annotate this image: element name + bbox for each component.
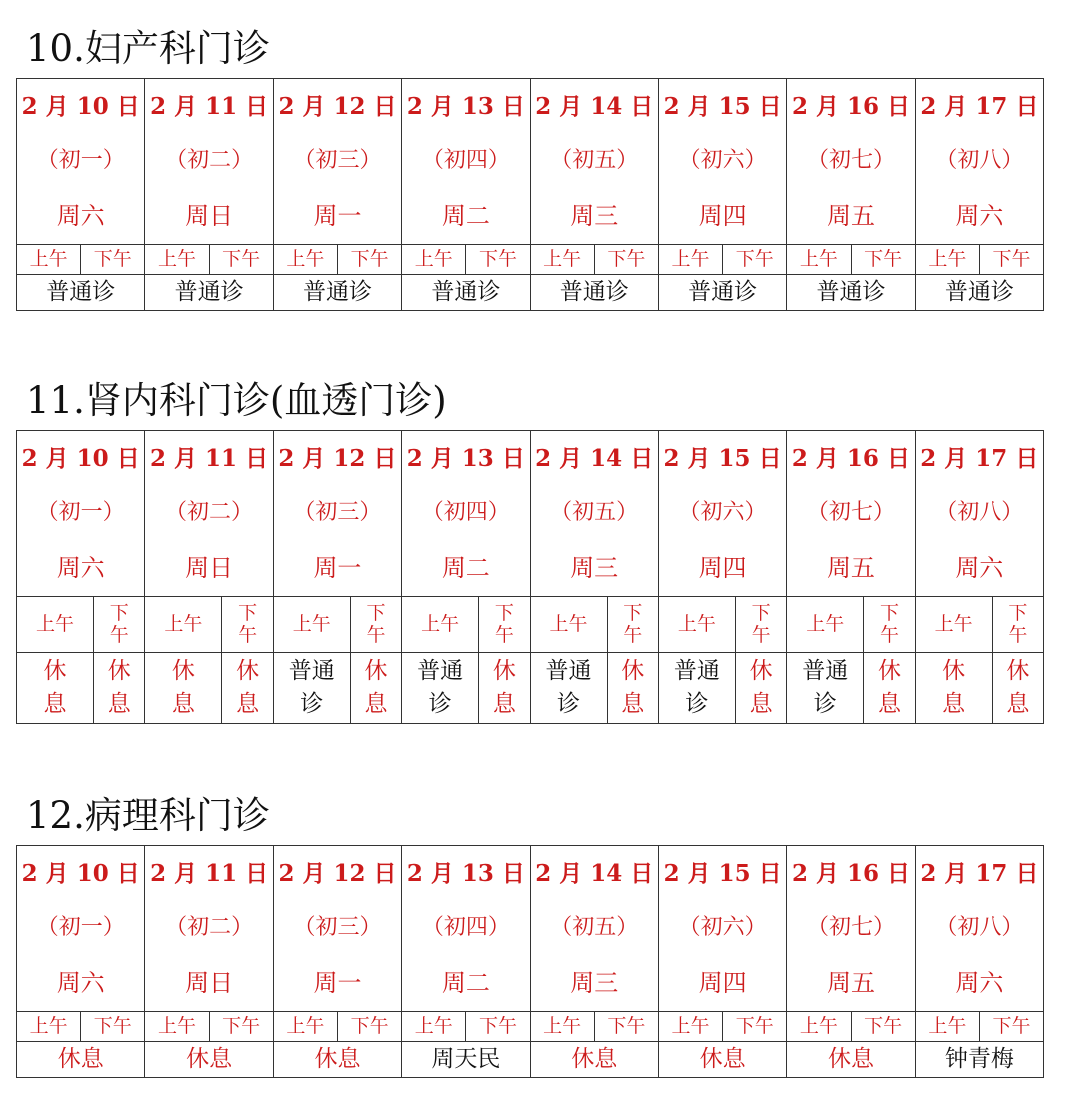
pm-label-top: 下 xyxy=(238,601,258,624)
pm-label-top: 下 xyxy=(751,601,771,624)
pm-label-top: 下 xyxy=(366,601,386,624)
lunar-date-label: （初三） xyxy=(293,500,382,525)
date-label: 2 月 14 日 xyxy=(535,93,654,120)
am-label: 上午 xyxy=(787,597,864,653)
pm-label: 下午 xyxy=(81,1012,145,1042)
date-label: 2 月 17 日 xyxy=(920,860,1039,887)
lunar-date-label: （初七） xyxy=(807,915,896,940)
schedule-slot: 普通诊 xyxy=(658,275,786,311)
lunar-date-label: （初一） xyxy=(36,148,125,173)
pm-label: 下午 xyxy=(81,245,145,275)
lunar-date-label: （初四） xyxy=(421,500,510,525)
am-label: 上午 xyxy=(658,245,722,275)
schedule-slot: 钟青梅 xyxy=(915,1042,1043,1078)
pm-slot-text: 休 xyxy=(364,657,388,684)
date-header-cell xyxy=(145,79,273,245)
pm-label xyxy=(94,597,145,653)
pm-label-bottom: 午 xyxy=(494,623,514,646)
schedule-slot: 休息 xyxy=(530,1042,658,1078)
schedule-slot: 普通诊 xyxy=(145,275,273,311)
pm-label: 下午 xyxy=(466,245,530,275)
weekday-label: 周日 xyxy=(185,554,234,582)
date-label: 2 月 12 日 xyxy=(278,445,397,472)
pm-slot-text: 休 xyxy=(492,657,516,684)
pm-slot-text: 休 xyxy=(236,657,260,684)
am-slot-text: 休 xyxy=(171,657,195,684)
date-header-cell xyxy=(145,846,273,1012)
date-label: 2 月 16 日 xyxy=(791,445,910,472)
lunar-date-label: （初六） xyxy=(678,915,767,940)
date-header-cell xyxy=(17,79,145,245)
lunar-date-label: （初八） xyxy=(935,500,1024,525)
schedule-slot: 周天民 xyxy=(402,1042,530,1078)
pm-slot xyxy=(350,653,401,724)
weekday-label: 周日 xyxy=(185,202,234,230)
schedule-slot: 普通诊 xyxy=(273,275,401,311)
pm-label: 下午 xyxy=(979,1012,1043,1042)
am-label: 上午 xyxy=(787,245,851,275)
date-label: 2 月 16 日 xyxy=(792,93,911,120)
pm-label: 下午 xyxy=(594,245,658,275)
schedule-slot: 普通诊 xyxy=(787,275,915,311)
pm-label: 下午 xyxy=(723,1012,787,1042)
am-label: 上午 xyxy=(402,597,479,653)
date-header-cell xyxy=(145,431,273,597)
weekday-label: 周三 xyxy=(570,554,619,582)
date-header-cell xyxy=(530,846,658,1012)
date-label: 2 月 10 日 xyxy=(21,93,140,120)
am-label: 上午 xyxy=(915,245,979,275)
date-label: 2 月 15 日 xyxy=(663,860,782,887)
pm-label-bottom: 午 xyxy=(109,623,129,646)
schedule-table-nephrology xyxy=(16,430,1044,724)
pm-slot xyxy=(94,653,145,724)
pm-slot xyxy=(607,653,658,724)
lunar-date-label: （初三） xyxy=(293,915,382,940)
pm-label: 下午 xyxy=(851,1012,915,1042)
am-label: 上午 xyxy=(145,1012,209,1042)
date-header-cell xyxy=(273,431,401,597)
pm-label-bottom: 午 xyxy=(623,623,643,646)
am-slot-text: 普通 xyxy=(545,657,592,684)
pm-slot-text: 休 xyxy=(107,657,131,684)
am-slot xyxy=(273,653,350,724)
am-slot xyxy=(530,653,607,724)
weekday-label: 周五 xyxy=(826,554,875,582)
am-slot-text: 息 xyxy=(942,691,966,717)
weekday-label: 周六 xyxy=(955,969,1004,997)
date-header-cell xyxy=(915,846,1043,1012)
pm-label-bottom: 午 xyxy=(879,623,899,646)
date-header-cell xyxy=(273,79,401,245)
am-slot-text: 普通 xyxy=(288,657,335,684)
am-label: 上午 xyxy=(273,597,350,653)
pm-slot-text: 息 xyxy=(877,691,901,717)
date-header-cell xyxy=(915,79,1043,245)
pm-label xyxy=(222,597,273,653)
schedule-table-obgyn xyxy=(16,78,1044,311)
schedule-slot: 普通诊 xyxy=(915,275,1043,311)
am-label: 上午 xyxy=(17,245,81,275)
date-label: 2 月 17 日 xyxy=(920,93,1039,120)
pm-label-bottom: 午 xyxy=(238,623,258,646)
pm-slot xyxy=(479,653,530,724)
am-label: 上午 xyxy=(145,597,222,653)
am-slot xyxy=(787,653,864,724)
pm-label-bottom: 午 xyxy=(1008,623,1028,646)
am-label: 上午 xyxy=(402,1012,466,1042)
date-label: 2 月 16 日 xyxy=(792,860,911,887)
weekday-label: 周三 xyxy=(570,202,619,230)
pm-slot xyxy=(864,653,915,724)
am-label: 上午 xyxy=(530,1012,594,1042)
lunar-date-label: （初六） xyxy=(678,148,767,173)
am-slot xyxy=(658,653,735,724)
weekday-label: 周一 xyxy=(313,554,362,582)
pm-slot-text: 休 xyxy=(877,657,901,684)
weekday-label: 周六 xyxy=(56,202,105,230)
schedule-table-pathology xyxy=(16,845,1044,1078)
am-label: 上午 xyxy=(17,597,94,653)
pm-slot xyxy=(735,653,786,724)
lunar-date-label: （初六） xyxy=(678,500,767,525)
pm-slot-text: 休 xyxy=(749,657,773,684)
date-header-cell xyxy=(530,431,658,597)
date-label: 2 月 13 日 xyxy=(406,860,525,887)
am-label: 上午 xyxy=(787,1012,851,1042)
section-title-obgyn: 10.妇产科门诊 xyxy=(26,27,270,70)
am-slot xyxy=(145,653,222,724)
am-slot-text: 诊 xyxy=(685,691,709,717)
am-slot-text: 普通 xyxy=(673,657,720,684)
pm-label-top: 下 xyxy=(1008,601,1028,624)
date-label: 2 月 11 日 xyxy=(150,445,269,472)
date-label: 2 月 17 日 xyxy=(920,445,1039,472)
weekday-label: 周二 xyxy=(441,202,490,230)
lunar-date-label: （初三） xyxy=(293,148,382,173)
date-header-cell xyxy=(402,431,530,597)
weekday-label: 周二 xyxy=(441,969,490,997)
pm-slot xyxy=(222,653,273,724)
weekday-label: 周六 xyxy=(56,969,105,997)
am-slot xyxy=(915,653,992,724)
date-label: 2 月 15 日 xyxy=(663,445,782,472)
date-header-cell xyxy=(402,846,530,1012)
weekday-label: 周日 xyxy=(185,969,234,997)
weekday-label: 周四 xyxy=(698,554,747,582)
lunar-date-label: （初五） xyxy=(550,148,639,173)
am-slot-text: 普通 xyxy=(802,657,849,684)
schedule-slot: 休息 xyxy=(17,1042,145,1078)
pm-label-bottom: 午 xyxy=(751,623,771,646)
lunar-date-label: （初五） xyxy=(550,500,639,525)
schedule-slot: 休息 xyxy=(787,1042,915,1078)
am-slot-text: 诊 xyxy=(557,691,580,717)
date-header-cell xyxy=(402,79,530,245)
weekday-label: 周三 xyxy=(570,969,619,997)
weekday-label: 周六 xyxy=(56,554,105,582)
pm-label: 下午 xyxy=(337,245,401,275)
date-header-cell xyxy=(658,846,786,1012)
schedule-slot: 休息 xyxy=(658,1042,786,1078)
pm-slot-text: 休 xyxy=(621,657,645,684)
date-header-cell xyxy=(915,431,1043,597)
date-label: 2 月 13 日 xyxy=(406,445,525,472)
pm-slot-text: 休 xyxy=(1006,657,1030,684)
pm-label: 下午 xyxy=(209,245,273,275)
am-label: 上午 xyxy=(530,597,607,653)
am-slot-text: 诊 xyxy=(300,691,324,717)
weekday-label: 周一 xyxy=(313,202,362,230)
weekday-label: 周五 xyxy=(827,202,876,230)
pm-slot-text: 息 xyxy=(364,691,388,717)
pm-label: 下午 xyxy=(466,1012,530,1042)
am-label: 上午 xyxy=(273,1012,337,1042)
schedule-slot: 普通诊 xyxy=(530,275,658,311)
pm-label-top: 下 xyxy=(879,601,899,624)
lunar-date-label: （初七） xyxy=(806,500,895,525)
pm-slot-text: 息 xyxy=(621,691,645,717)
lunar-date-label: （初四） xyxy=(421,915,510,940)
date-header-cell xyxy=(787,431,915,597)
am-label: 上午 xyxy=(17,1012,81,1042)
pm-label-top: 下 xyxy=(109,601,129,624)
pm-label xyxy=(607,597,658,653)
weekday-label: 周六 xyxy=(955,554,1004,582)
date-label: 2 月 15 日 xyxy=(663,93,782,120)
pm-label-bottom: 午 xyxy=(366,623,386,646)
pm-label xyxy=(735,597,786,653)
date-label: 2 月 10 日 xyxy=(21,445,140,472)
pm-slot-text: 息 xyxy=(492,691,516,717)
lunar-date-label: （初二） xyxy=(165,500,254,525)
pm-slot xyxy=(992,653,1043,724)
schedule-slot: 休息 xyxy=(273,1042,401,1078)
am-slot-text: 休 xyxy=(942,657,966,684)
lunar-date-label: （初八） xyxy=(935,915,1024,940)
weekday-label: 周四 xyxy=(698,202,747,230)
pm-label: 下午 xyxy=(723,245,787,275)
date-label: 2 月 14 日 xyxy=(535,860,654,887)
lunar-date-label: （初四） xyxy=(421,148,510,173)
pm-slot-text: 息 xyxy=(236,691,260,717)
am-label: 上午 xyxy=(530,245,594,275)
am-slot xyxy=(402,653,479,724)
date-header-cell xyxy=(17,846,145,1012)
date-header-cell xyxy=(273,846,401,1012)
pm-label-top: 下 xyxy=(494,601,514,624)
section-title-pathology: 12.病理科门诊 xyxy=(26,794,270,837)
pm-label xyxy=(350,597,401,653)
date-header-cell xyxy=(787,79,915,245)
am-label: 上午 xyxy=(273,245,337,275)
am-slot-text: 诊 xyxy=(428,691,452,717)
schedule-slot: 普通诊 xyxy=(402,275,530,311)
pm-label: 下午 xyxy=(851,245,915,275)
date-label: 2 月 12 日 xyxy=(278,860,397,887)
lunar-date-label: （初一） xyxy=(36,915,125,940)
am-label: 上午 xyxy=(915,597,992,653)
date-label: 2 月 12 日 xyxy=(278,93,397,120)
lunar-date-label: （初五） xyxy=(550,915,639,940)
date-label: 2 月 11 日 xyxy=(150,93,269,120)
lunar-date-label: （初八） xyxy=(935,148,1024,173)
date-label: 2 月 10 日 xyxy=(21,860,140,887)
weekday-label: 周一 xyxy=(313,969,362,997)
am-slot xyxy=(17,653,94,724)
pm-label: 下午 xyxy=(337,1012,401,1042)
weekday-label: 周二 xyxy=(441,554,490,582)
date-header-cell xyxy=(658,431,786,597)
am-label: 上午 xyxy=(658,1012,722,1042)
am-label: 上午 xyxy=(145,245,209,275)
schedule-slot: 普通诊 xyxy=(17,275,145,311)
pm-slot-text: 息 xyxy=(749,691,773,717)
date-header-cell xyxy=(530,79,658,245)
pm-label-top: 下 xyxy=(623,601,643,624)
am-slot-text: 诊 xyxy=(813,691,837,717)
section-title-nephrology: 11.肾内科门诊(血透门诊) xyxy=(26,379,447,422)
pm-label xyxy=(479,597,530,653)
date-label: 2 月 11 日 xyxy=(150,860,269,887)
am-label: 上午 xyxy=(658,597,735,653)
am-slot-text: 息 xyxy=(43,691,67,717)
lunar-date-label: （初七） xyxy=(807,148,896,173)
lunar-date-label: （初一） xyxy=(36,500,125,525)
weekday-label: 周五 xyxy=(827,969,876,997)
am-slot-text: 普通 xyxy=(417,657,464,684)
pm-label: 下午 xyxy=(594,1012,658,1042)
lunar-date-label: （初二） xyxy=(165,148,254,173)
am-slot-text: 息 xyxy=(171,691,195,717)
weekday-label: 周四 xyxy=(698,969,747,997)
date-label: 2 月 14 日 xyxy=(535,445,654,472)
am-slot-text: 休 xyxy=(43,657,67,684)
pm-label xyxy=(992,597,1043,653)
date-header-cell xyxy=(787,846,915,1012)
weekday-label: 周六 xyxy=(955,202,1004,230)
am-label: 上午 xyxy=(402,245,466,275)
date-header-cell xyxy=(658,79,786,245)
pm-slot-text: 息 xyxy=(107,691,131,717)
date-label: 2 月 13 日 xyxy=(406,93,525,120)
am-label: 上午 xyxy=(915,1012,979,1042)
schedule-slot: 休息 xyxy=(145,1042,273,1078)
lunar-date-label: （初二） xyxy=(165,915,254,940)
pm-slot-text: 息 xyxy=(1006,691,1030,717)
pm-label: 下午 xyxy=(209,1012,273,1042)
date-header-cell xyxy=(17,431,145,597)
pm-label xyxy=(864,597,915,653)
pm-label: 下午 xyxy=(979,245,1043,275)
